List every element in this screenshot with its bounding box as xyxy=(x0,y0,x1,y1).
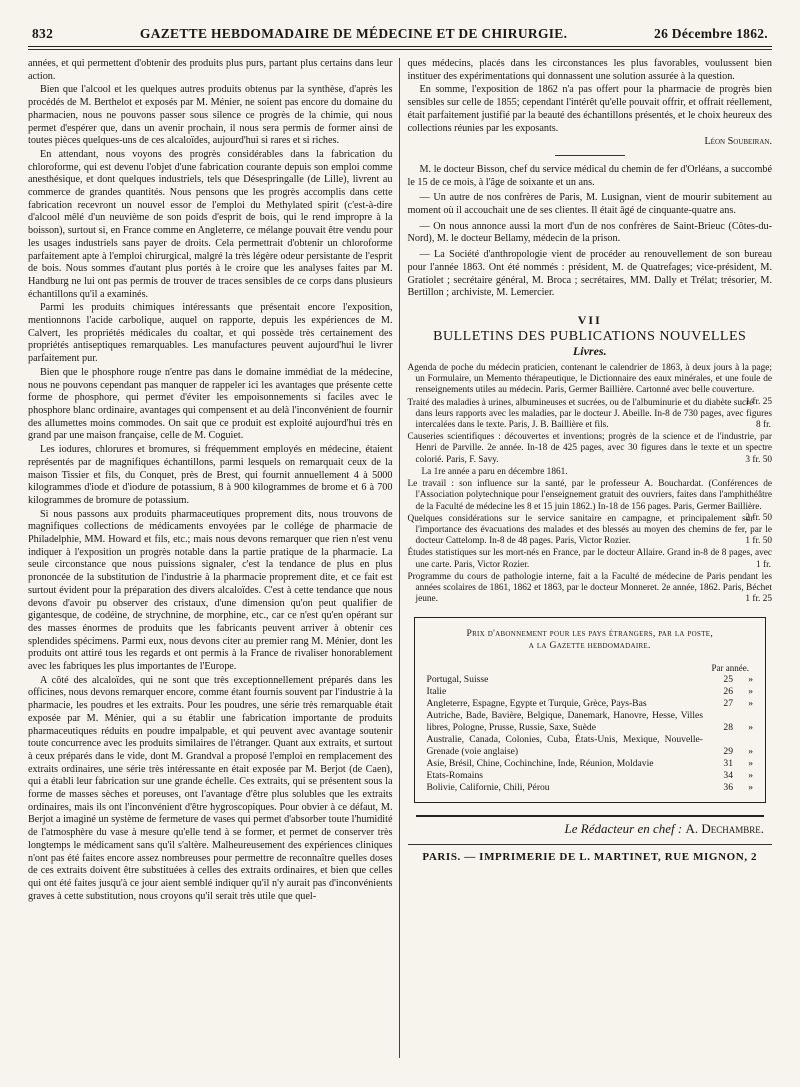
price-unit: » xyxy=(748,722,753,734)
section-divider xyxy=(555,155,625,156)
price-value: 28 xyxy=(723,722,733,734)
paragraph: années, et qui permettent d'obtenir des produits plus purs, partant plus certains dans leur action. xyxy=(28,58,393,82)
price-row xyxy=(427,698,754,710)
two-column-body xyxy=(28,58,772,1058)
paragraph: A côté des alcaloïdes, qui ne sont que très exceptionnellement préparés dans les officines, nous devons remarquer encore, comme étant fournis souvent par l'industrie à la pharmacie, les poudres et les extraits. Pour les poudres, une série très remarquable était exposée par M. Ménier, qui a su établir une fabrication importante de produits pharmaceutiques réduits en poudre impalpable, et qui peuvent avec avantage soutenir toute concurrence avec les produits similaires de l'étranger. Quant aux extraits, et surtout à ceux préparés dans le vide, dont M. Grandval a proposé l'emploi en remplacement des extraits ordinaires, une série très intéressante en était exposée par M. Berjot (de Caen), qui a établi leur fabrication sur une grande échelle. Ces extraits, qui se présentent sous la forme de masses sèches et poreuses, ont l'avantage d'être plus solubles que les extraits ordinaires, mais ils ont l'inconvénient d'être hygroscopiques. Pour obvier à ce défaut, M. Berjot a imaginé un système de fermeture de vases qui permet d'absorber toute l'humidité de l'atmosphère du vase à mesure qu'elle tend à se former, et permet de conserver très longtemps le médicament sans qu'il s'altère. Malheureusement des expériences cliniques n'ont pas été faites encore assez nombreuses pour permettre de reconnaître quelles doses de ces extraits doivent être substituées à celles des extraits ordinaires, et bien que celles qui ont été faites jusqu'à ce jour aient semblé indiquer qu'il n'y aurait pas d'inconvénients graves à cette substitution, nous croyons qu'il serait très utile que quel- xyxy=(28,674,393,902)
book-entry xyxy=(407,363,773,407)
book-price: 8 fr. xyxy=(756,420,771,431)
news-items xyxy=(408,164,773,300)
price-unit: » xyxy=(748,746,753,758)
price-value: 31 xyxy=(723,758,733,770)
book-text: Quelques considérations sur le service sanitaire en campagne, et principalement sur l'importance des évacuations des malades et des blessés au moyen des chemins de fer, par le docteur Cattelomp. In-8 de 48 pages. Paris, Victor Rozier. xyxy=(407,513,772,547)
news-item: M. le docteur Bisson, chef du service médical du chemin de fer d'Orléans, a succombé le 15 de ce mois, à l'âge de soixante et un ans. xyxy=(407,163,772,188)
price-unit: » xyxy=(748,770,753,782)
price-unit: » xyxy=(748,686,753,698)
paragraph: Parmi les produits chimiques intéressants que présentait encore l'exposition, mentionnons l'acide carbolique, auquel on rapporte, depuis les expériences de M. Calvert, les propriétés médicales du coaltar, et qui possède très certainement des propriétés antiseptiques remarquables. Les manufactures peuvent aujourd'hui le livrer parfaitement pur. xyxy=(28,302,393,365)
book-price: 1 fr. 25 xyxy=(745,594,772,605)
author-signature: Léon Soubeiran. xyxy=(704,136,772,148)
price-row xyxy=(427,734,754,758)
book-text: Agenda de poche du médecin praticien, contenant le calendrier de 1863, à deux jours à la page; un Formulaire, un Memento thérapeutique, le Dictionnaire des eaux minérales, et une foule de renseignements utiles au médecin. Paris, Germer Baillière. Cartonné avec belle couverture. xyxy=(407,363,772,396)
book-price: 1 fr. 50 xyxy=(745,536,772,547)
country-list: Asie, Brésil, Chine, Cochinchine, Inde, Réunion, Moldavie xyxy=(426,758,654,770)
book-note xyxy=(408,467,773,478)
news-item: — Un autre de nos confrères de Paris, M. Lusignan, vient de mourir subitement au moment où il accouchait une de ses clientes. Il était âgé de cinquante-quatre ans. xyxy=(407,192,772,217)
page-header xyxy=(28,18,772,46)
section-title: BULLETINS DES PUBLICATIONS NOUVELLES xyxy=(433,328,747,344)
price-unit: » xyxy=(748,698,753,710)
issue-date: 26 Décembre 1862. xyxy=(654,26,768,41)
book-entry xyxy=(408,514,773,548)
paragraph: Bien que le phosphore rouge n'entre pas dans le domaine immédiat de la médecine, nous ne pouvons cependant pas manquer de rappeler ici les avantages que présente cette forme de phosphore, qui permet d'éviter les empoisonnements si faciles avec le phosphore blanc ordinaire, avantages qui compensent et au delà l'inconvénient de fournir des allumettes moins commodes. On sait que ce produit est exploité aujourd'hui très en grand par une maison française, celle de M. Coguiet. xyxy=(28,366,393,442)
price-value: 25 xyxy=(723,674,733,686)
paragraph: En somme, l'exposition de 1862 n'a pas offert pour la pharmacie de progrès bien sensibles sur celle de 1855; cependant l'intérêt qu'elle pouvait offrir, et offrait réellement, était parfaitement justifié par la beauté des échantillons présentés, et le choix heureux des collections réunies par les exposants. xyxy=(407,84,772,134)
price-unit: » xyxy=(748,758,753,770)
price-row xyxy=(427,782,754,794)
paragraph: Les iodures, chlorures et bromures, si fréquemment employés en médecine, étaient représentés par de magnifiques échantillons, parmi lesquels on remarquait ceux de la maison Tissier et fils, du Conquet, près de Brest, qui fournit annuellement 4 à 5000 kilogrammes d'iode et d'iodure de potassium, 8 à 900 kilogrammes de brome et 6 à 700 kilogrammes de bromure de potassium. xyxy=(28,444,393,506)
editor-name: A. Dechambre. xyxy=(685,821,764,837)
country-list: Autriche, Bade, Bavière, Belgique, Danemark, Hanovre, Hesse, Villes libres, Pologne, Prusse, Russie, Saxe, Suède xyxy=(426,710,703,734)
book-price: 1 fr. 25 xyxy=(745,396,772,407)
price-value: 29 xyxy=(723,746,733,758)
paragraph: Bien que l'alcool et les quelques autres produits obtenus par la synthèse, d'après les procédés de M. Berthelot et exposés par M. Ménier, ne soient pas encore du domaine du pharmacien, nous ne pouvons passer sous silence ce progrès de la chimie, qui nous permet d'espérer que, dans un avenir prochain, il nous sera permis de former ainsi de toutes pièces quelques-uns de ces alcaloïdes, aujourd'hui si rares et si riches. xyxy=(28,84,393,147)
price-row xyxy=(427,674,754,686)
price-value: 34 xyxy=(723,770,733,782)
per-year-header: Par année. xyxy=(711,663,749,674)
journal-title: GAZETTE HEBDOMADAIRE DE MÉDECINE ET DE CHIRURGIE. xyxy=(139,26,568,41)
country-list: Etats-Romains xyxy=(426,770,483,782)
book-list xyxy=(408,363,773,605)
newspaper-page xyxy=(28,18,772,1078)
printer-imprint: PARIS. — IMPRIMERIE DE L. MARTINET, RUE MIGNON, 2 xyxy=(408,844,773,864)
book-price: 2 fr. 50 xyxy=(745,512,772,523)
book-entry xyxy=(408,432,773,466)
book-price: 1 fr. xyxy=(756,559,771,570)
price-row xyxy=(427,710,754,734)
book-text: Le travail : son influence sur la santé, par le professeur A. Bouchardat. (Conférences de l'Association polytechnique pour l'enseignement gratuit des ouvriers, faites dans l'amphithéâtre de la Faculté de médecine les 8 et 15 juin 1862.) In-18 de 156 pages. Paris, Germer Baillière. xyxy=(407,479,772,512)
news-item: — La Société d'anthropologie vient de procéder au renouvellement de son bureau pour l'année 1863. Ont été nommés : président, M. de Quatrefages; vice-président, M. Gratiolet ; secrétaire général, M. Broca ; secrétaires, MM. Dally et Trélat; trésorier, M. Bertillon ; archiviste, M. Lemercier. xyxy=(407,249,772,299)
book-text: Programme du cours de pathologie interne, fait a la Faculté de médecine de Paris pendant les années scolaires de 1861, 1862 et 1863, par le docteur Monneret. 2e année, 1862. Paris, Béchet jeune. xyxy=(407,571,772,605)
book-entry xyxy=(407,479,773,523)
header-rule xyxy=(28,46,772,47)
book-text: Causeries scientifiques : découvertes et inventions; progrès de la science et de l'industrie, par Henri de Parville. 2e année. In-18 de 425 pages, avec 30 figures dans le texte et un spectre colorié. Paris, F. Savy. xyxy=(407,432,772,465)
book-entry xyxy=(408,398,773,432)
section-subtitle: Livres. xyxy=(572,344,607,359)
country-list: Portugal, Suisse xyxy=(426,674,489,686)
book-text: La 1re année a paru en décembre 1861. xyxy=(421,466,568,477)
book-entry xyxy=(408,548,773,570)
editor-label: Le Rédacteur en chef : xyxy=(564,821,683,837)
subscription-box xyxy=(414,617,767,803)
paragraph: ques médecins, placés dans les circonstances les plus favorables, voulussent bien instituer des expérimentations qui donnassent une solution assurée à la question. xyxy=(407,58,772,82)
price-value: 26 xyxy=(723,686,733,698)
price-unit: » xyxy=(748,674,753,686)
right-column xyxy=(400,58,773,1058)
signature-line xyxy=(408,136,773,149)
country-list: Angleterre, Espagne, Egypte et Turquie, Grèce, Pays-Bas xyxy=(426,698,647,710)
editor-credit xyxy=(416,815,765,836)
price-value: 36 xyxy=(723,782,733,794)
section-number: VII xyxy=(577,312,602,327)
price-unit: » xyxy=(748,782,753,794)
book-text: Traité des maladies à urines, albumineuses et sucrées, ou de l'albuminurie et du diabète sucré dans leurs rapports avec les maladies, par le docteur J. Abeille. In-8 de 730 pages, avec figures intercalées dans le texte. Paris, J. B. Baillière et fils. xyxy=(407,397,772,431)
header-rule-secondary xyxy=(28,49,772,50)
country-list: Bolivie, Californie, Chili, Pérou xyxy=(426,782,550,794)
price-row xyxy=(427,758,754,770)
news-item: — On nous annonce aussi la mort d'un de nos confrères de Saint-Brieuc (Côtes-du-Nord), M. le docteur Bellamy, médecin de la prison. xyxy=(407,220,772,245)
page-number: 832 xyxy=(32,26,54,41)
left-column xyxy=(28,58,400,1058)
book-price: 3 fr. 50 xyxy=(745,454,772,465)
paragraph: En attendant, nous voyons des progrès considérables dans la fabrication du chloroforme, qui est devenu l'objet d'une fabrication courante depuis son emploi comme anesthésique, et dont quelques industriels, tels que Désespringalle (de Lille), livrent au commerce de grandes quantités. Nous pensons que les progrès accomplis dans cette fabrication recevront un nouvel essor de l'emploi du Methylated spirit (c'est-à-dire d'alcool mêlé d'un neuvième de son poids d'esprit de bois, qui le rend impropre à la boisson), surtout si, en France comme en Angleterre, ce mélange pouvait être vendu pour les usages industriels sans payer de droits. Cela permettrait d'obtenir un chloroforme parfaitement apte à l'emploi chirurgical, malgré la très légère odeur persistante de l'esprit de bois. Nous sommes d'autant plus portés à le croire que les analyses faites par M. Handburg ne lui ont pas permis de trouver de traces sensibles de ce corps dans plusieurs échantillons qu'il a examinés. xyxy=(28,148,393,300)
book-text: Études statistiques sur les mort-nés en France, par le docteur Allaire. Grand in-8 de 8 pages, avec une carte. Paris, Victor Rozier. xyxy=(407,548,772,570)
country-list: Italie xyxy=(426,686,447,698)
paragraph: Si nous passons aux produits pharmaceutiques proprement dits, nous trouvons de magnifiques collections de médicaments envoyées par le collége de pharmacie de Philadelphie, MM. Howard et fils, etc.; mais nous devons remarquer que rien n'est venu indiquer à l'exposition un progrès notable dans la partie pratique de la pharmacie. La seule circonstance que nous puissions signaler, c'est la tendance de plus en plus prononcée de la substitution de l'industrie à la pharmacie proprement dite, et ce fait est surtout évident pour la préparation des divers alcaloïdes. C'est à cette tendance que nous devons d'avoir pu observer des cristaux, d'une dimension qu'on peut qualifier de gigantesque, de codéine, de strychnine, de morphine, etc., car ce n'est qu'en opérant sur des masses énormes de produits que les fabricants peuvent arriver à obtenir ces splendides spécimens. Parmi eux, nous devons citer au premier rang M. Ménier, dont les produits ont attiré tous les regards et ont permis à la France de rivaliser honorablement avec les fabriques les plus importantes de l'Europe. xyxy=(28,508,393,673)
subscription-subtitle: a la Gazette hebdomadaire. xyxy=(528,640,651,652)
book-entry xyxy=(408,572,773,606)
subscription-title: Prix d'abonnement pour les pays étrangers, par la poste, xyxy=(466,628,714,640)
price-row xyxy=(427,770,754,782)
price-row xyxy=(427,686,754,698)
country-list: Australie, Canada, Colonies, Cuba, États-Unis, Mexique, Nouvelle-Grenade (voie anglaise) xyxy=(426,734,703,758)
price-value: 27 xyxy=(723,698,733,710)
